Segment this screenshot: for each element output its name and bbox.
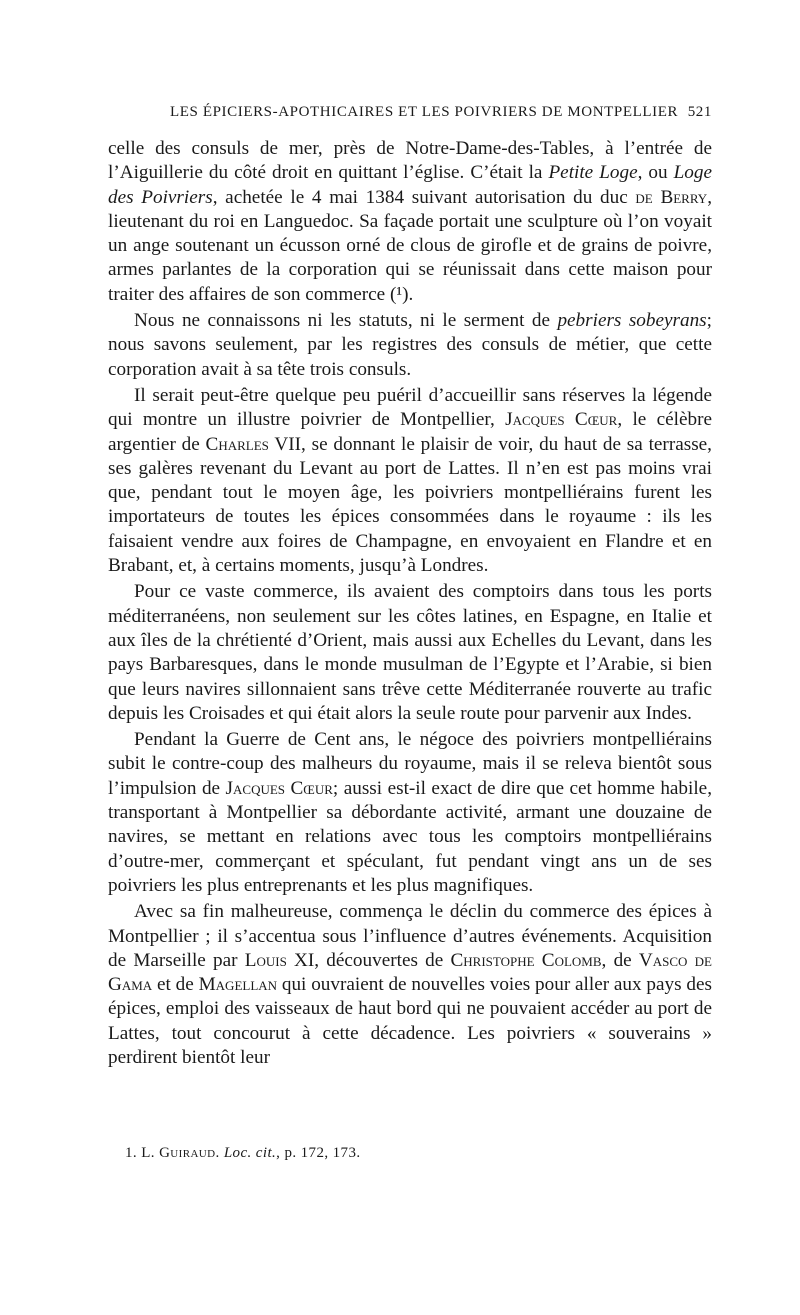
text-run: Charles: [205, 433, 269, 455]
footnote: [125, 1145, 712, 1162]
text-run: celle des consuls de mer, près de Notre-Dame-des-Tables, à l’entrée de l’Aiguillerie du côté droit en quittant l’église. C’était la: [108, 138, 712, 184]
text-run: , achetée le 4 mai 1384 suivant autorisation du duc: [212, 186, 636, 208]
paragraph-1: [108, 137, 712, 307]
text-run: , de: [601, 949, 639, 971]
page-number: 521: [687, 104, 712, 120]
text-run: .: [215, 1145, 224, 1161]
text-run: Pour ce vaste commerce, ils avaient des comptoirs dans tous les ports méditerranéens, non seulement sur les côtes latines, en Espagne, en Italie et aux îles de la chrétienté d’Orient, mais aussi aux Echelles du Levant, dans les pays Barbaresques, dans le monde musulman de l’Egypte et l’Arabie, si bien que leurs navires sillonnaient sans trêve cette Méditerranée rouverte au trafic depuis les Croisades et qui était alors la seule route pour parvenir aux Indes.: [108, 581, 712, 724]
text-run: qui ouvraient de nouvelles voies pour aller aux pays des épices, emploi des vaisseaux de haut bord qui ne pouvaient accéder au port de Lattes, tout concourut à cette décadence. Les poivriers « souverains » perdirent bientôt leur: [108, 974, 712, 1068]
paragraph-3: [108, 384, 712, 578]
text-run: Christophe Colomb: [450, 949, 602, 971]
paragraph-5: [108, 728, 712, 898]
text-run: VII, se donnant le plaisir de voir, du haut de sa terrasse, ses galères revenant du Levant au port de Lattes. Il n’en est pas moins vrai que, pendant tout le moyen âge, les poivriers montpelliérains furent les importateurs de toutes les épices consommées dans le royaume : ils les faisaient vendre aux foires de Champagne, en envoyaient en Flandre et en Brabant, et, à certains moments, jusqu’à Londres.: [108, 433, 712, 577]
text-run: Vasco de Gama: [108, 949, 712, 996]
text-run: Jacques Cœur: [225, 777, 333, 799]
text-run: ; aussi est-il exact de dire que cet homme habile, transportant à Montpellier sa débordante activité, armant une douzaine de navires, se mettant en relations avec tous les comptoirs montpelliérains d’outre-mer, commerçant et spéculant, fut pendant vingt ans un de ses poivriers les plus entreprenants et les plus magnifiques.: [108, 777, 712, 896]
text-run: pebriers sobeyrans: [557, 310, 707, 332]
text-run: Nous ne connaissons ni les statuts, ni le serment de: [134, 310, 558, 332]
text-run: Pendant la Guerre de Cent ans, le négoce des poivriers montpelliérains subit le contre-coup des malheurs du royaume, mais il se releva bientôt sous l’impulsion de: [108, 729, 712, 799]
text-run: , lieutenant du roi en Languedoc. Sa façade portait une sculpture où l’on voyait un ange soutenant un écusson orné de clous de girofle et de grains de poivre, armes parlantes de la corporation qui se réunissait dans cette maison pour traiter des affaires de son commerce (¹).: [108, 186, 712, 305]
text-run: Louis: [244, 949, 287, 971]
text-run: Magellan: [198, 974, 278, 996]
text-run: 1. L.: [125, 1145, 160, 1161]
text-run: Loc. cit.: [223, 1145, 277, 1161]
text-run: XI, découvertes de: [286, 949, 451, 971]
text-run: ; nous savons seulement, par les registres des consuls de métier, que cette corporation avait à sa tête trois consuls.: [108, 310, 712, 380]
text-run: Jacques Cœur: [505, 409, 618, 431]
text-run: de Berry: [635, 186, 708, 208]
paragraph-2: [108, 309, 712, 382]
paragraph-6: [108, 900, 712, 1070]
text-run: , p. 172, 173.: [276, 1145, 361, 1161]
text-run: , le célèbre argentier de: [108, 409, 713, 455]
paragraph-4: [108, 580, 712, 726]
running-head-title: LES ÉPICIERS-APOTHICAIRES ET LES POIVRIERS DE MONTPELLIER: [170, 104, 679, 120]
text-run: Avec sa fin malheureuse, commença le déclin du commerce des épices à Montpellier ; il s’accentua sous l’influence d’autres événements. Acquisition de Marseille par: [108, 901, 712, 971]
text-run: Petite Loge: [548, 162, 638, 184]
running-head: [108, 104, 712, 126]
body-text: [108, 137, 712, 1072]
text-run: et de: [152, 974, 199, 996]
text-run: Il serait peut-être quelque peu puéril d’accueillir sans réserves la légende qui montre un illustre poivrier de Montpellier,: [108, 384, 712, 431]
text-run: Loge des Poivriers: [108, 162, 712, 208]
text-run: Guiraud: [159, 1145, 216, 1161]
text-run: , ou: [637, 162, 674, 184]
